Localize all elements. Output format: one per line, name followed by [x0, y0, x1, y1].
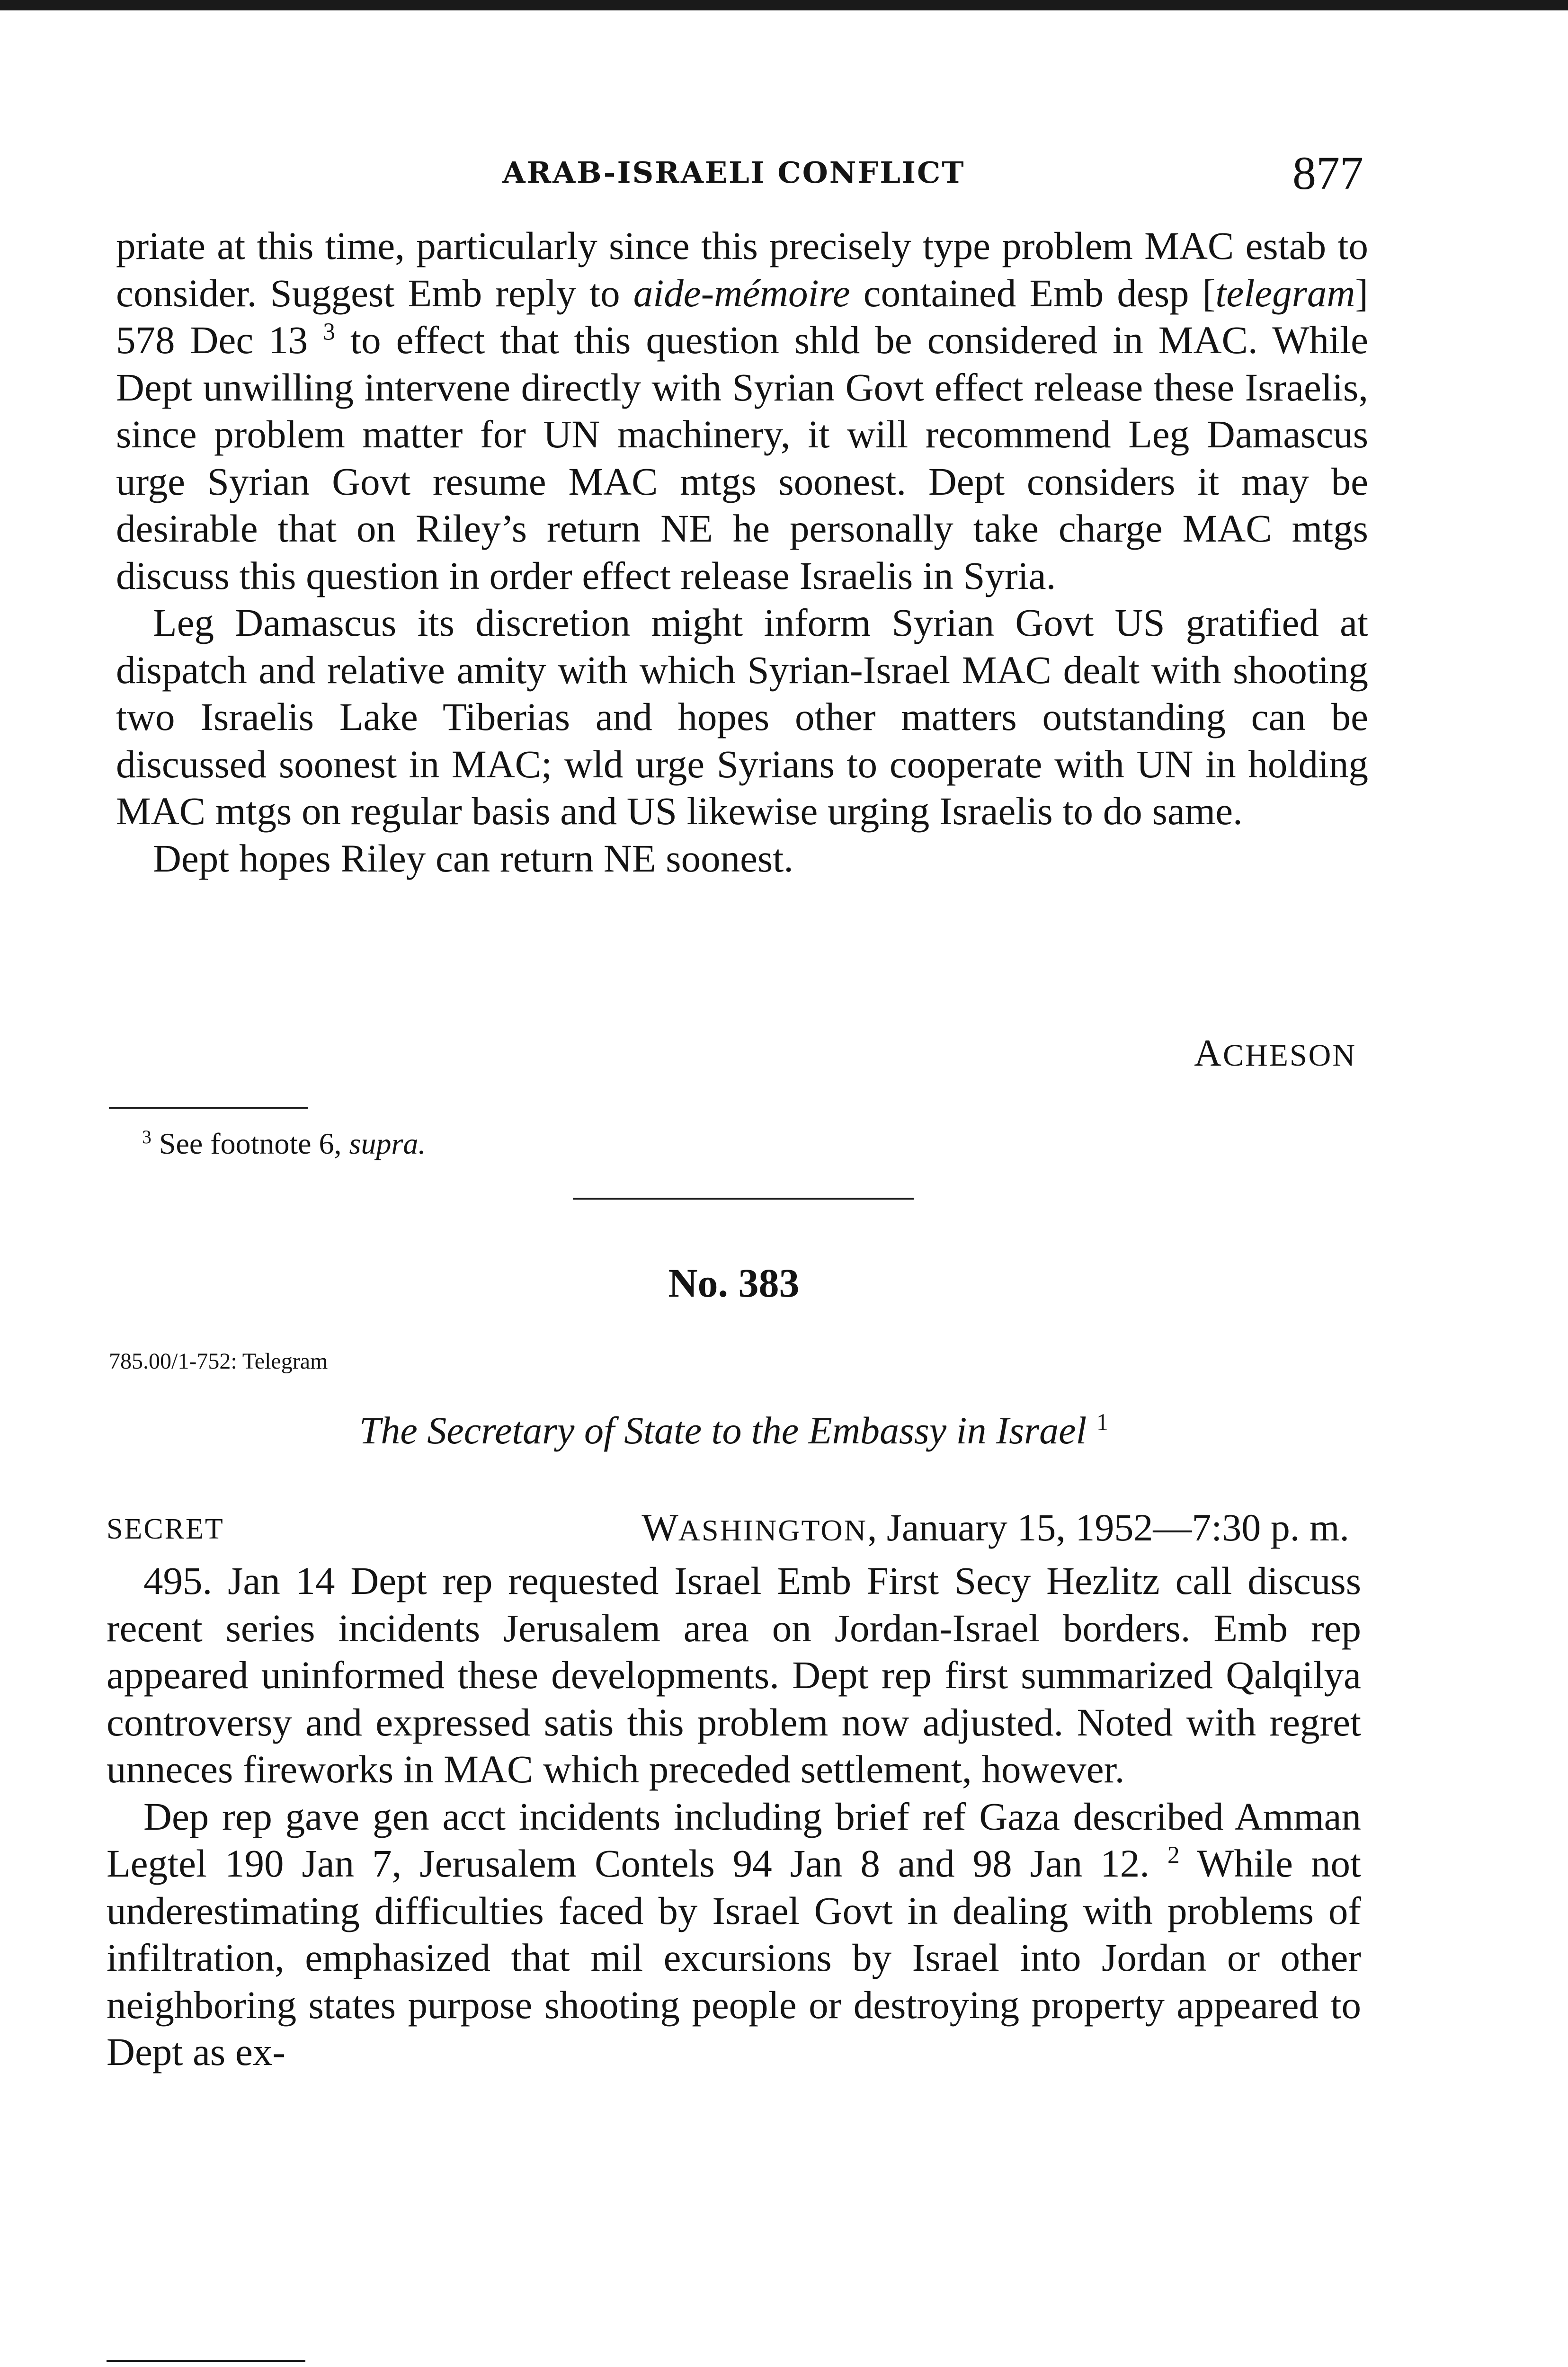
document-number: No. 383	[668, 1260, 800, 1306]
footnote-ref-3: 3	[323, 318, 335, 346]
dateline: WASHINGTON, January 15, 1952—7:30 p. m.	[641, 1506, 1349, 1549]
paragraph: Leg Damascus its discretion might inform Syrian Govt US gratified at dispatch and relative amity with which Syrian-Israel MAC dealt with shooting two Israelis Lake Tiberias and hopes other matters outstanding can be discussed soonest in MAC; wld urge Syrians to cooperate with UN in holding MAC mtgs on regular basis and US likewise urging Israelis to do same.	[116, 601, 1368, 833]
footnote-ref-2: 2	[1167, 1842, 1180, 1869]
section-divider	[573, 1198, 914, 1200]
paragraph: Dep rep gave gen acct incidents including brief ref Gaza described Amman Legtel 190 Jan 7, Jerusalem Contels 94 Jan 8 and 98 Jan 12. $^2$ While not underestimating difficulties faced by Israel Govt in dealing with problems of infiltration, emphasized that mil excursions by Israel into Jordan or other neighboring states purpose shooting people or destroying property appeared to Dept as ex-	[107, 1794, 1361, 2073]
footnote-rule	[107, 2360, 305, 2362]
paragraph: priate at this time, particularly since this precisely type problem MAC estab to consider. Suggest Emb reply to aide-mémoire contained Emb desp [telegram] 578 Dec 13 $^3$ to effect that this question shld be considered in MAC. While Dept unwilling intervene directly with Syrian Govt effect release these Israelis, since problem matter for UN machinery, it will recommend Leg Damascus urge Syrian Govt resume MAC mtgs soonest. Dept considers it may be desirable that on Riley’s return NE he personally take charge MAC mtgs discuss this question in order effect release Israelis in Syria.	[116, 224, 1368, 597]
running-title: ARAB-ISRAELI CONFLICT	[502, 155, 965, 190]
paragraph: 495. Jan 14 Dept rep requested Israel Emb First Secy Hezlitz call discuss recent series incidents Jerusalem area on Jordan-Israel borders. Emb rep appeared uninformed these developments. Dept rep first summarized Qalqilya controversy and expressed satis this problem now adjusted. Noted with regret unneces fireworks in MAC which preceded settlement, however.	[107, 1559, 1361, 1791]
telegram-text	[107, 1557, 1361, 2076]
signature: ACHESON	[1194, 1032, 1356, 1074]
document-title: The Secretary of State to the Embassy in Israel $^1$	[359, 1409, 1109, 1452]
classification: SECRET	[107, 1513, 224, 1545]
footnote-3: $^3$ See footnote 6, supra.	[142, 1127, 426, 1160]
top-edge-rule	[0, 0, 1568, 10]
running-head	[99, 146, 1368, 207]
continued-text	[116, 222, 1368, 882]
file-reference: 785.00/1-752: Telegram	[109, 1349, 328, 1374]
page-number: 877	[1292, 147, 1363, 199]
footnote-rule	[109, 1107, 308, 1109]
paragraph: Dept hopes Riley can return NE soonest.	[153, 836, 794, 880]
footnote-ref-1: 1	[1096, 1409, 1109, 1436]
